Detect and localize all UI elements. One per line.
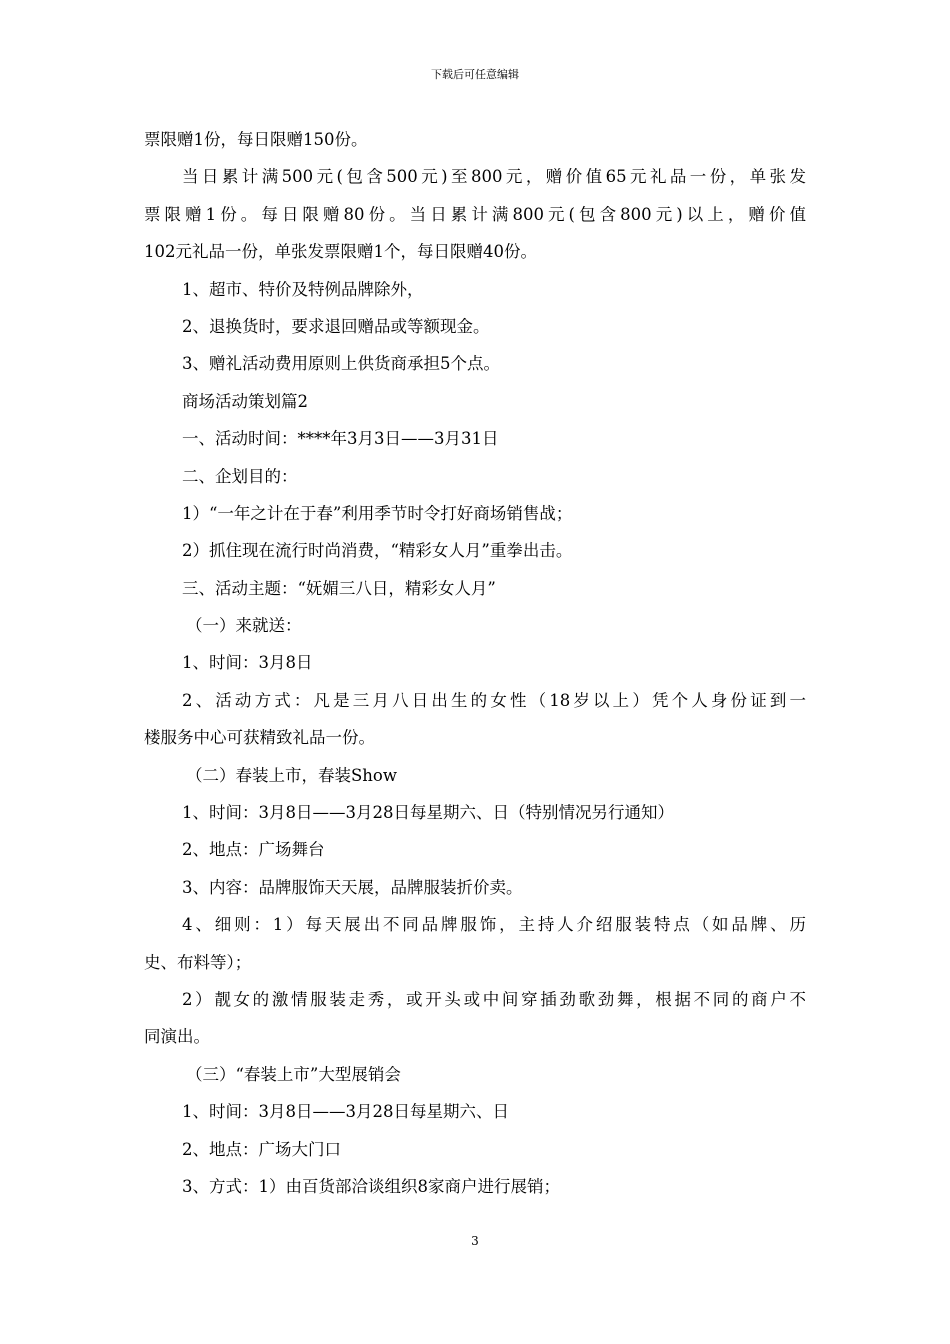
paragraph-line: 史、布料等）；	[144, 952, 252, 972]
list-item: 1、时间：3月8日——3月28日每星期六、日（特别情况另行通知）	[182, 803, 674, 823]
paragraph-line: 102元礼品一份，单张发票限赠1个，每日限赠40份。	[144, 242, 537, 262]
list-item: 2）靓女的激情服装走秀，或开头或中间穿插劲歌劲舞，根据不同的商户不	[182, 989, 806, 1009]
document-body	[144, 121, 806, 1205]
section-title: 商场活动策划篇2	[182, 391, 308, 411]
section-heading: 一、活动时间：****年3月3日——3月31日	[182, 429, 499, 449]
list-item: 2、退换货时，要求退回赠品或等额现金。	[182, 316, 490, 336]
subsection-heading: （三）“春装上市”大型展销会	[186, 1064, 401, 1084]
list-item: 1）“一年之计在于春”利用季节时令打好商场销售战；	[182, 503, 573, 523]
list-item: 2、活动方式：凡是三月八日出生的女性（18岁以上）凭个人身份证到一	[182, 690, 806, 710]
section-heading: 二、企划目的：	[182, 466, 298, 486]
paragraph-line: 票限赠1份，每日限赠150份。	[144, 130, 368, 149]
paragraph-line: 当日累计满500元(包含500元)至800元，赠价值65元礼品一份，单张发	[182, 167, 806, 187]
page-number: 3	[471, 1234, 479, 1248]
page-header: 下载后可任意编辑	[431, 68, 519, 81]
list-item: 2）抓住现在流行时尚消费，“精彩女人月”重拳出击。	[182, 541, 573, 561]
list-item: 1、时间：3月8日	[182, 653, 313, 673]
list-item: 3、方式：1）由百货部洽谈组织8家商户进行展销；	[182, 1176, 560, 1196]
list-item: 2、地点：广场大门口	[182, 1139, 341, 1159]
list-item: 1、时间：3月8日——3月28日每星期六、日	[182, 1102, 509, 1122]
subsection-heading: （二）春装上市，春装Show	[186, 765, 397, 785]
subsection-heading: （一）来就送：	[186, 616, 302, 636]
list-item: 1、超市、特价及特例品牌除外，	[182, 279, 424, 299]
paragraph-line: 票限赠1份。每日限赠80份。当日累计满800元(包含800元)以上，赠价值	[144, 204, 806, 224]
paragraph-line: 同演出。	[144, 1027, 210, 1047]
list-item: 4、细则：1）每天展出不同品牌服饰，主持人介绍服装特点（如品牌、历	[182, 915, 806, 935]
paragraph-line: 楼服务中心可获精致礼品一份。	[144, 728, 375, 748]
list-item: 3、赠礼活动费用原则上供货商承担5个点。	[182, 354, 500, 374]
list-item: 2、地点：广场舞台	[182, 840, 325, 860]
list-item: 3、内容：品牌服饰天天展，品牌服装折价卖。	[182, 877, 523, 897]
section-heading: 三、活动主题：“妩媚三八日，精彩女人月”	[182, 578, 496, 598]
